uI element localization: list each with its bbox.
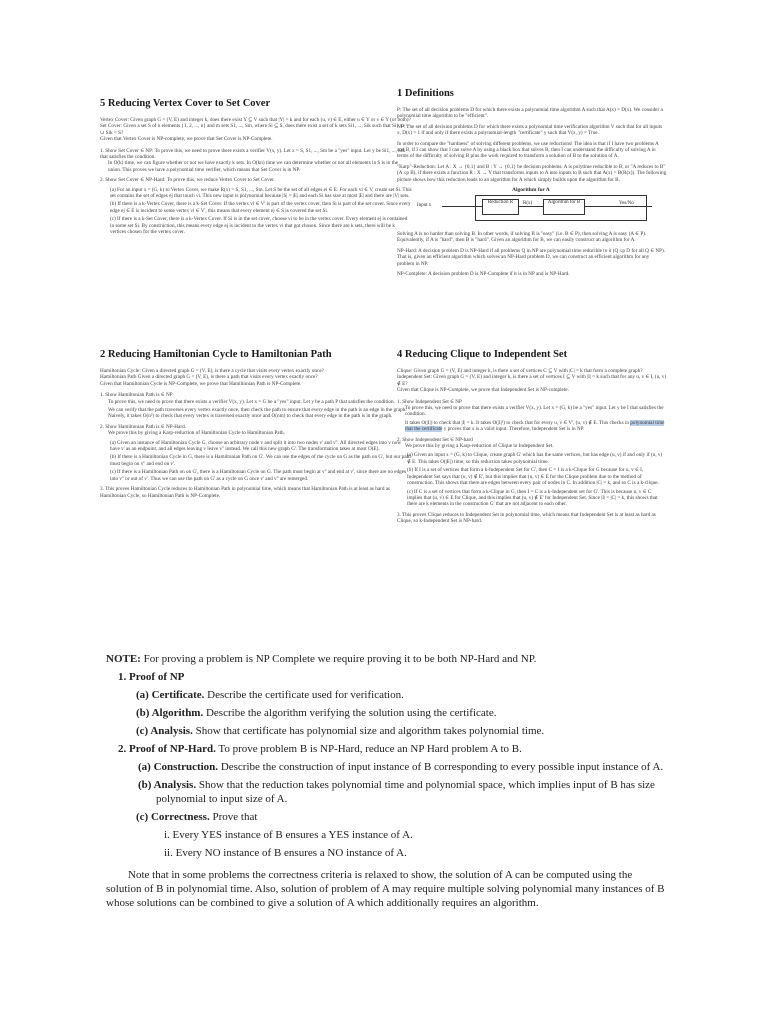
definition-np-hard: NP-Hard: A decision problem D is NP-Hard if all problems Q in NP are polynomial time reducible to it (Q ≤p D for all Q ∈ NP). That is, given an efficient algorithm which solves an NP-Hard problem D, we can construct an efficient algorithm for any problem in NP. (397, 247, 665, 267)
step-2a: (a) For an input x = (G, k) to Vertex Cover, we make R(x) = S, S1, ..., Sm. Let S be the set of all edges ei ∈ E. For each vi ∈ V, create set Si. This set contains the set of edges ej that touch vi. This new input is polynomial because |S| = |E| and each Si has size at most |E| and there are |V| sets. (110, 186, 412, 200)
note-item-2c-i: i. Every YES instance of B ensures a YES instance of A. (164, 829, 413, 841)
step-2c: (c) If there is a Hamiltonian Path on on G', there is a Hamiltonian Cycle on G. The path must begin at v'' and end at v', since there are no edges into v'' or out of v'. Thus we can use the path on G' as a cycle on G once v' and v'' are remerged. (110, 469, 407, 482)
step-2a: (a) Given an input x = (G, k) to Clique, create graph G' which has the same vertices, but has edge (u, v) if and only if (u, v) ∉ E. This takes O(|E|) time, so this reduction takes polynomial time. (407, 452, 663, 465)
definition-hamiltonian-cycle: Hamiltonian Cycle: Given a directed graph G = (V, E), is there a cycle that visits every vertex exactly once? (100, 368, 324, 374)
diagram-input: Input x (417, 203, 432, 209)
section-definitions (397, 88, 667, 278)
intro-text: Given that Vertex Cover is NP-complete, we prove that Set Cover is NP-Complete. (100, 136, 273, 143)
definition-independent-set: Independent Set: Given graph G = (V, E) and integer k, is there a set of vertices I ⊆ V with |I| = k such that for any u, v ∈ I, (u, v) ∉ E? (397, 374, 667, 387)
note-item-1b (136, 706, 666, 720)
step-1-detail: We can verify that the path traverses every vertex exactly once, then check the path to ensure that every edge in the path is an edge in the graph. Naively, it takes O(n²) to check that every vertex is traversed exactly once and O(nm) to check that every edge in the path is in the graph. (108, 407, 407, 420)
step-2: 2. Show Hamiltonian Path is ∈ NP-Hard. (100, 423, 186, 430)
note-lead-text: For proving a problem is NP Complete we require proving it to be both NP-Hard and NP. (140, 653, 537, 665)
step-1-text: To prove this, we need to prove that there exists a verifier V(x, y). Let x = G be a "yes" input. Let y be a path P that satisfies the condition. (108, 398, 395, 405)
note-item-1a-text: Describe the certificate used for verification. (204, 689, 404, 701)
note-item-1-label: 1. Proof of NP (118, 671, 185, 683)
arrow-rx (518, 206, 543, 207)
step-2: 2. Show Independent Set ∈ NP-hard (397, 436, 473, 443)
solving-text: Solving A is no harder than solving B. In other words, if solving B is "easy" (i.e. B ∈ P), then solving A is easy (A ∈ P). Equivalently, if A is "hard", then B is "hard". Given an algorithm for B, we can easily construct an algorithm for A. (397, 231, 647, 244)
karp-reduction-text: "Karp"-Reduction: Let A : X → {0,1} and B : Y → {0,1} be decision problems. A is polytime reducible to B, or "A reduces to B" (A ≤p B), if there exists a function R : X → Y that transforms inputs to A into inputs to B such that A(x) = B(R(x)). The following picture shows how this reduction leads to an algorithm for A which simply builds upon the algorithm for B. (397, 163, 667, 183)
diagram-rx: R(x) (523, 201, 533, 207)
note-item-2b (136, 778, 666, 806)
diagram-output: Yes/No (619, 201, 634, 207)
reduction-box: Reduction R (482, 199, 519, 215)
note-item-1 (118, 670, 666, 684)
note-item-2a-label: (a) Construction. (138, 761, 219, 773)
step-1: 1. Show Hamiltonian Path is ∈ NP (100, 392, 173, 399)
note-item-2b-text: Show that the reduction takes polynomial time and polynomial space, which implies input of B has size polynomial to input size of A. (156, 779, 655, 805)
section-clique-independent-set (397, 349, 667, 525)
step-2-intro: We prove this by giving a Karp-reduction of Clique to Independent Set. (405, 443, 554, 450)
definition-hamiltonian-path: Hamiltonian Path Given a directed graph G = (V, E), is there a path that visits every vertex exactly once? (100, 374, 318, 381)
note-item-1a-label: (a) Certificate. (136, 689, 205, 701)
intro-text: Given that Clique is NP-Complete, we prove that Independent Set is NP-complete. (397, 387, 569, 394)
step-1-detail (405, 420, 667, 433)
arrow-output (584, 206, 652, 207)
note-item-2 (118, 742, 666, 756)
step-1-detail-post: y proves that x is a valid input. Therefore, Independent Set is in NP. (442, 426, 585, 433)
note-item-2-label: 2. Proof of NP-Hard. (118, 743, 216, 755)
note-item-2b-label: (b) Analysis. (138, 779, 197, 791)
intro-text: Given that Hamiltonian Cycle is NP-Complete, we prove that Hamiltonian Path is NP-Complete. (100, 380, 302, 387)
step-2: 2. Show Set Cover ∈ NP-Hard: To prove this, we reduce Vertex Cover to Set Cover. (100, 177, 275, 184)
definition-vertex-cover: Vertex Cover: Given graph G = (V, E) and integer k, does there exist Y ⊆ V such that |Y| = k and for each (u, v) ∈ E, either u ∈ Y or v ∈ Y (or both)? (100, 117, 411, 123)
algorithm-b-box: Algorithm for B (543, 199, 585, 215)
note-lead (106, 652, 666, 666)
definition-np-complete: NP-Complete: A decision problem D is NP-Complete if it is in NP and is NP-Hard. (397, 271, 570, 278)
step-2b: (b) If there is a k-Vertex Cover, there is a k-Set Cover. If the vertex vi ∈ V' is part of the vertex cover, then Si is part of the set cover. Since every edge ej ∈ E is incident to some vertex vi ∈ V', this means that every element ej ∈ S is covered the set Si. (110, 201, 411, 214)
section-title: 4 Reducing Clique to Independent Set (397, 349, 568, 360)
note-item-1b-label: (b) Algorithm. (136, 707, 204, 719)
step-1-text: To prove this, we need to prove that there exists a verifier V(x, y). Let x = (G, k) be a "yes" input. Let y be I that satisfies the condition. (405, 405, 664, 418)
step-1-detail-pre: It takes O(|I|) to check that |I| = k. It takes O(|I|²) to check that for every u, v ∈ V', (u, v) ∉ E. This checks in (405, 419, 631, 426)
step-1: 1. Show Set Cover ∈ NP: To prove this, we need to prove there exists a verifier V(x, y). Let x = S, S1, ..., Sm be a "yes" input. Let y be Si1, ..., Sik that satisfies the condition. (100, 147, 406, 161)
note-item-1c (136, 724, 666, 738)
note-block (106, 652, 666, 914)
step-2c: (c) If there is a k-Set Cover, there is a k-Vertex Cover. If Si is in the set cover, choose vi to be in the vertex cover. Every element ej is contained in some set Si. By construction, this means every edge ej is incident to the vertex vi that got chosen. Since there are k sets, there will be k vertices chosen for the vertex cover. (110, 216, 408, 236)
definition-np: NP: The set of all decision problems D for which there exists a polynomial time verification algorithm V such that for all inputs x, D(x) = 1 if and only if there exists a polynomial-length "certificate" y such that V(x, y) = True. (397, 123, 663, 137)
step-2b: (b) If there is a Hamiltonian Cycle in G, there is a Hamiltonian Path on G'. We can use the edges of the cycle on G as the path on G', but our path must begin on v'' and end on v'. (110, 454, 411, 467)
note-item-2a-text: Describe the construction of input instance of B corresponding to every possible input instance of A. (218, 761, 664, 773)
step-1-detail: In O(k) time, we can figure whether or not we have exactly k sets. In O(kn) time we can determine whether or not all elements in S is in the union. This proves we have a polynomial time verifier, which means that Set Cover is in NP. (108, 160, 398, 173)
diagram-title: Algorithm for A (512, 187, 550, 194)
note-item-2-text: To prove problem B is NP-Hard, reduce an NP Hard problem A to B. (215, 743, 522, 755)
hardness-text: In order to compare the "hardness" of solving different problems, we use reductions! The idea is that if I have two problems A and B, if I can show that I can solve A by using a black box that solves B, then I can understand the difficulty of solving A in terms of the difficulty of solving B plus the work required to transform a solution of B to the solution of A. (397, 140, 659, 160)
highlighted-text: polynomial time that the certificate (405, 419, 665, 433)
note-item-2c-ii: ii. Every NO instance of B ensures a NO instance of A. (164, 847, 407, 859)
note-item-2c-label: (c) Correctness. (136, 811, 210, 823)
section-title: 2 Reducing Hamiltonian Cycle to Hamiltonian Path (100, 349, 332, 360)
note-label: NOTE: (106, 653, 141, 665)
arrow-input (442, 206, 482, 207)
note-item-1a (136, 688, 666, 702)
step-2a: (a) Given an instance of Hamiltonian Cycle G, choose an arbitrary node v and split it into two nodes v' and v''. All directed edges into v now have v' as an endpoint, and all edges leaving v leave v'' instead. We call this new graph G'. The transformation takes at most O(E). (110, 439, 402, 453)
note-item-1c-text: Show that certificate has polynomial size and algorithm takes polynomial time. (192, 725, 545, 737)
reduction-diagram (397, 187, 697, 225)
note-item-1b-text: Describe the algorithm verifying the solution using the certificate. (203, 707, 497, 719)
step-2-intro: We prove this by giving a Karp-reduction of Hamiltonian Cycle to Hamiltonian Path. (108, 430, 285, 437)
definition-clique: Clique: Given graph G = (V, E) and integer k, is there a set of vertices C ⊆ V with |C| = k that form a complete graph? (397, 368, 643, 374)
note-item-2a (136, 760, 666, 774)
step-3: 3. This proves Hamiltonian Cycle reduces to Hamiltonian Path in polynomial time, which means that Hamiltonian Path is at least as hard as Hamiltonian Cycle, so Hamiltonian Path is NP-Complete. (100, 486, 391, 499)
definition-set-cover: Set Cover: Given a set S of n elements {1, 2, ..., n} and m sets S1, ..., Sm, where Si ⊆ S, does there exist a set of k sets Si1, ..., Sik such that Si1 ∪ ··· ∪ Sik = S? (100, 123, 412, 136)
section-vertex-cover-set-cover (100, 98, 412, 236)
section-title: 5 Reducing Vertex Cover to Set Cover (100, 98, 271, 109)
step-2c: (c) If C is a set of vertices that form a k-Clique in G, then I = C is a k-Independent set for G'. This is because u, v ∈ C implies that (u, v) ∈ E for Clique, and this implies that (u, v) ∉ E' for Independent Set. Since |I| = |C| = k, this shows that there are k elements in the construction G' that are not adjacent to each other. (407, 488, 658, 508)
note-item-2c-text: Prove that (209, 811, 258, 823)
step-1: 1. Show Independent Set ∈ NP (397, 398, 462, 405)
definition-p: P: The set of all decision problems D for which there exists a polynomial time algorithm A such that A(x) = D(x). We consider a polynomial time algorithm to be "efficient". (397, 107, 663, 120)
note-item-1c-label: (c) Analysis. (136, 725, 193, 737)
note-paragraph: Note that in some problems the correctness criteria is relaxed to show, the solution of A can be computed using the solution of B in polynomial time. Also, solution of problem of A may require multiple solving polynomial many instances of B whose solutions can be combined to give a solution of A which additionally requires an algorithm. (106, 869, 665, 909)
section-title: 1 Definitions (397, 88, 454, 99)
section-hamiltonian (100, 349, 412, 499)
step-2b: (b) If I is a set of vertices that form a k-Independent Set for G', then C = I is a k-Clique for G because for u, v ∈ I, Independent Set says that (u, v) ∉ E', but this implies that (u, v) ∈ E for the Clique problem due to the method of construction. This shows that there are edges between every pair of nodes in C. In addition |C| = k, and so C is a k-clique. (407, 467, 659, 487)
step-3: 3. This proves Clique reduces to Independent Set in polynomial time, which means that Independent Set is at least as hard as Clique, so k-Independent Set is NP-hard. (397, 511, 656, 525)
note-item-2c (136, 810, 666, 824)
